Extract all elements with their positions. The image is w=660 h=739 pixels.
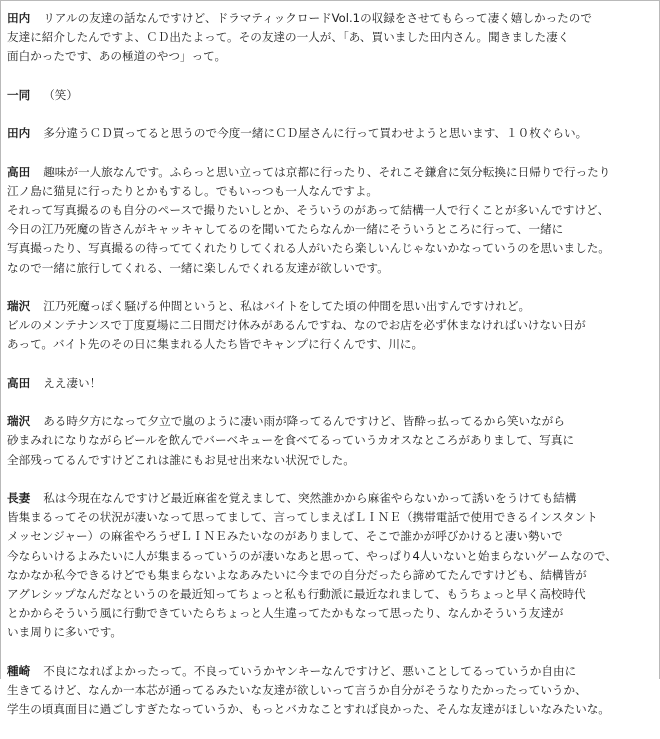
dialogue-paragraph [7,412,657,470]
dialogue-line [7,489,657,508]
dialogue-paragraph [7,374,657,393]
dialogue-line [7,527,657,546]
speaker-name: 瑞沢 [7,298,31,313]
dialogue-line [7,201,657,220]
dialogue-line [7,412,657,431]
dialogue-text: あって。バイト先のその日に集まれる人たち皆でキャンプに行くんです、川に。 [7,337,424,352]
dialogue-line [7,47,657,66]
dialogue-text: 私は今現在なんですけど最近麻雀を覚えまして、突然誰かから麻雀やらないかって誘いをうけても結構 [43,490,577,505]
speaker-name: 瑞沢 [7,414,31,429]
speaker-name: 一同 [7,87,31,102]
dialogue-line [7,124,657,143]
dialogue-text: アグレシップなんだなというのを最近知ってちょっと私も行動派に最近なれまして、もうちょっと早く高校時代 [7,586,586,601]
dialogue-text: 多分違うＣＤ買ってると思うので今度一緒にＣＤ屋さんに行って買わせようと思います、１０枚ぐらい。 [43,126,588,141]
dialogue-text: （笑） [43,87,78,102]
dialogue-text: 今日の江乃死魔の皆さんがキャッキャしてるのを聞いてたらなんか一緒にそういうところに行って、一緒に [7,222,564,237]
speaker-name: 田内 [7,11,31,25]
dialogue-text: 全部残ってるんですけどこれは誰にもお見せ出来ない状況でした。 [7,452,355,467]
dialogue-line [7,297,657,316]
dialogue-line [7,623,657,642]
dialogue-line [7,662,657,681]
dialogue-text: 面白かったです、あの極道のやつ」って。 [7,49,227,64]
dialogue-line [7,316,657,335]
dialogue-text: なかなか私今できるけどでも集まらないよなあみたいに今までの自分だったら諦めてたんですけども、結構皆が [7,567,587,582]
dialogue-text: ビルのメンテナンスで丁度夏場に二日間だけ休みがあるんですね、なのでお店を必ず休まなければいけない日が [7,318,586,333]
dialogue-paragraph [7,124,657,143]
speaker-name: 高田 [7,375,31,390]
dialogue-line [7,604,657,623]
dialogue-paragraph [7,662,657,720]
dialogue-line [7,566,657,585]
dialogue-text: 趣味が一人旅なんです。ふらっと思い立っては京都に行ったり、それこそ鎌倉に気分転換に日帰りで行ったり [43,164,611,179]
dialogue-line [7,220,657,239]
speaker-name: 種崎 [7,663,31,678]
dialogue-line [7,9,657,28]
dialogue-text: 江ノ島に猫見に行ったりとかもするし。でもいっつも一人なんですよ。 [7,183,379,198]
dialogue-line [7,259,657,278]
dialogue-line [7,239,657,258]
dialogue-line [7,374,657,393]
dialogue-line [7,681,657,700]
dialogue-paragraph [7,297,657,355]
speaker-name: 高田 [7,164,31,179]
dialogue-text: ええ凄い！ [43,375,102,390]
dialogue-line [7,585,657,604]
dialogue-paragraph [7,489,657,643]
dialogue-line [7,700,657,719]
dialogue-text: 不良になればよかったって。不良っていうかヤンキーなんですけど、悪いことしてるっていうか自由に [43,663,577,678]
dialogue-text: 学生の頃真面目に過ごしすぎたなっていうか、もっとバカなことすれば良かった、そんな友達がほしいなみたいな。 [7,702,610,717]
dialogue-line [7,182,657,201]
dialogue-paragraph [7,163,657,278]
dialogue-line [7,451,657,470]
dialogue-text: 生きてるけど、なんか一本芯が通ってるみたいな友達が欲しいって言うか自分がそうなりたかったっていうか、 [7,682,587,697]
dialogue-paragraph [7,86,657,105]
dialogue-text: リアルの友達の話なんですけど、ドラマティックロードVol.1の収録をさせてもらって凄く嬉しかったので [43,11,592,25]
dialogue-text: 砂まみれになりながらビールを飲んでバーベキューを食べてるっていうカオスなところがありまして、写真に [7,433,575,448]
dialogue-line [7,431,657,450]
speaker-name: 田内 [7,126,31,141]
dialogue-line [7,335,657,354]
dialogue-text: 今ならいけるよみたいに人が集まるっていうのが凄いなあと思って、やっぱり4人いないと始まらないゲームなので、 [7,548,617,563]
dialogue-text: 江乃死魔っぽく騒げる仲間というと、私はバイトをしてた頃の仲間を思い出すんですけれど。 [43,298,531,313]
dialogue-text: それって写真撮るのも自分のペースで撮りたいしとか、そういうのがあって結構一人で行くことが多いんですけど、 [7,202,610,217]
dialogue-paragraph [7,9,657,67]
dialogue-text: 皆集まるってその状況が凄いなって思ってまして、言ってしまえばＬＩＮＥ（携帯電話で使用できるインスタント [7,510,598,525]
dialogue-text: とかからそういう風に行動できていたらちょっと人生違ってたかもなって思ったり、なんかそういう友達が [7,606,564,621]
dialogue-line [7,28,657,47]
dialogue-line [7,86,657,105]
dialogue-line [7,163,657,182]
dialogue-transcript [7,9,657,739]
dialogue-text: ある時夕方になって夕立で嵐のように凄い雨が降ってるんですけど、皆酔っ払ってるから笑いながら [43,414,565,429]
dialogue-text: 友達に紹介したんですよ、ＣＤ出たよって。その友達の一人が、「あ、買いました田内さん。聞きました凄く [7,30,570,45]
dialogue-text: 写真撮ったり、写真撮るの待っててくれたりしてくれる人がいたら楽しいんじゃないかなっていうのを思いました。 [7,241,610,256]
dialogue-line [7,508,657,527]
dialogue-text: なので一緒に旅行してくれる、一緒に楽しんでくれる友達が欲しいです。 [7,260,389,275]
speaker-name: 長妻 [7,490,31,505]
dialogue-line [7,547,657,566]
dialogue-text: いま周りに多いです。 [7,625,123,640]
dialogue-text: メッセンジャー）の麻雀やろうぜＬＩＮＥみたいなのがありまして、そこで誰かが呼びかけると凄い勢いで [7,529,563,544]
